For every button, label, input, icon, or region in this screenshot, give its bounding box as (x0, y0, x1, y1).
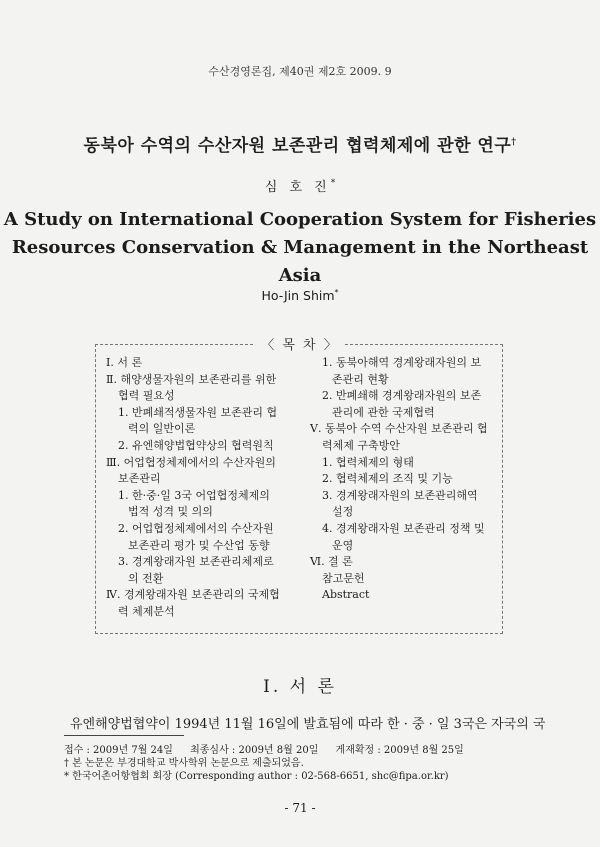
toc-item: 2. 어업협정체제에서의 수산자원 (118, 521, 274, 535)
toc-left-column (106, 355, 306, 621)
toc-item: 설정 (332, 505, 354, 519)
toc-item: 력의 일반이론 (128, 422, 196, 436)
toc-item: Ⅳ. 경계왕래자원 보존관리의 국제협 (106, 588, 280, 602)
korean-author-name: 심 호 진 (264, 180, 331, 195)
body-first-line: 유엔해양법협약이 1994년 11월 16일에 발효됨에 따라 한 · 중 · 일 3국은 자국의 국 (70, 717, 546, 732)
toc-item: 운영 (332, 538, 354, 552)
toc-item: Ⅴ. 동북아 수역 수산자원 보존관리 협 (310, 422, 488, 436)
toc-item: 보존관리 평가 및 수산업 동향 (128, 538, 270, 552)
toc-item: 1. 반폐쇄적생물자원 보존관리 협 (118, 405, 278, 419)
page-number: - 71 - (284, 801, 316, 815)
title-dagger-mark: † (511, 137, 517, 148)
toc-item: 법적 성격 및 의의 (128, 505, 213, 519)
english-title-line-1: A Study on International Cooperation System for Fisheries (3, 209, 597, 230)
toc-item: Ⅰ. 서 론 (106, 356, 143, 369)
footnote-dagger: † 본 논문은 부경대학교 박사학위 논문으로 제출되었음. (64, 758, 304, 769)
toc-right-column (310, 355, 500, 604)
english-author-mark: * (334, 288, 339, 297)
accepted-date: 게재확정 : 2009년 8월 25일 (335, 745, 464, 756)
english-title (0, 206, 600, 290)
toc-item: 보존관리 (118, 472, 161, 486)
toc-item: 1. 협력체제의 형태 (322, 455, 414, 469)
korean-title-text: 동북아 수역의 수산자원 보존관리 협력체제에 관한 연구 (83, 136, 512, 156)
toc-item: 력 체제분석 (118, 604, 175, 618)
korean-author-mark: * (330, 178, 336, 189)
toc-item: 력체제 구축방안 (322, 438, 400, 452)
toc-item: 관리에 관한 국제협력 (332, 405, 435, 419)
toc-label (0, 334, 600, 353)
toc-item: Ⅲ. 어업협정체제에서의 수산자원의 (106, 455, 276, 469)
toc-item: 2. 협력체제의 조직 및 기능 (322, 472, 453, 486)
toc-item: 참고문헌 (322, 571, 365, 585)
toc-item: 1. 한·중·일 3국 어업협정체제의 (118, 488, 270, 502)
toc-item: 1. 동북아해역 경계왕래자원의 보 (322, 356, 482, 369)
toc-item: 협력 필요성 (118, 389, 175, 403)
reviewed-date: 최종심사 : 2009년 8월 20일 (190, 745, 319, 756)
section-heading: Ⅰ. 서 론 (263, 677, 337, 697)
toc-item: 존관리 현황 (332, 372, 389, 386)
toc-item: 4. 경계왕래자원 보존관리 정책 및 (322, 521, 485, 535)
toc-item: 3. 경계왕래자원 보존관리체제로 (118, 555, 274, 569)
toc-item: 2. 반폐쇄해 경계왕래자원의 보존 (322, 389, 482, 403)
toc-item: 3. 경계왕래자원의 보존관리해역 (322, 488, 478, 502)
received-date: 접수 : 2009년 7월 24일 (64, 745, 173, 756)
footnote-rule (64, 735, 184, 736)
footnote-star: * 한국어촌어항협회 회장 (Corresponding author : 02-568-6651, shc@fipa.or.kr) (64, 771, 449, 782)
english-author-name: Ho-Jin Shim (261, 288, 335, 304)
toc-item: Ⅱ. 해양생물자원의 보존관리를 위한 (106, 372, 277, 386)
english-author (0, 288, 600, 303)
toc-item: 2. 유엔해양법협약상의 협력원칙 (118, 438, 274, 452)
korean-title (0, 131, 600, 156)
toc-label-text: 〈 목 차 〉 (255, 338, 345, 353)
toc-item: Abstract (322, 588, 370, 602)
toc-item: 의 전환 (128, 571, 164, 585)
korean-author (0, 176, 600, 195)
english-title-line-2: Resources Conservation & Management in the Northeast Asia (11, 237, 589, 286)
toc-item: Ⅵ. 결 론 (310, 555, 353, 569)
journal-header: 수산경영론집, 제40권 제2호 2009. 9 (208, 65, 392, 78)
